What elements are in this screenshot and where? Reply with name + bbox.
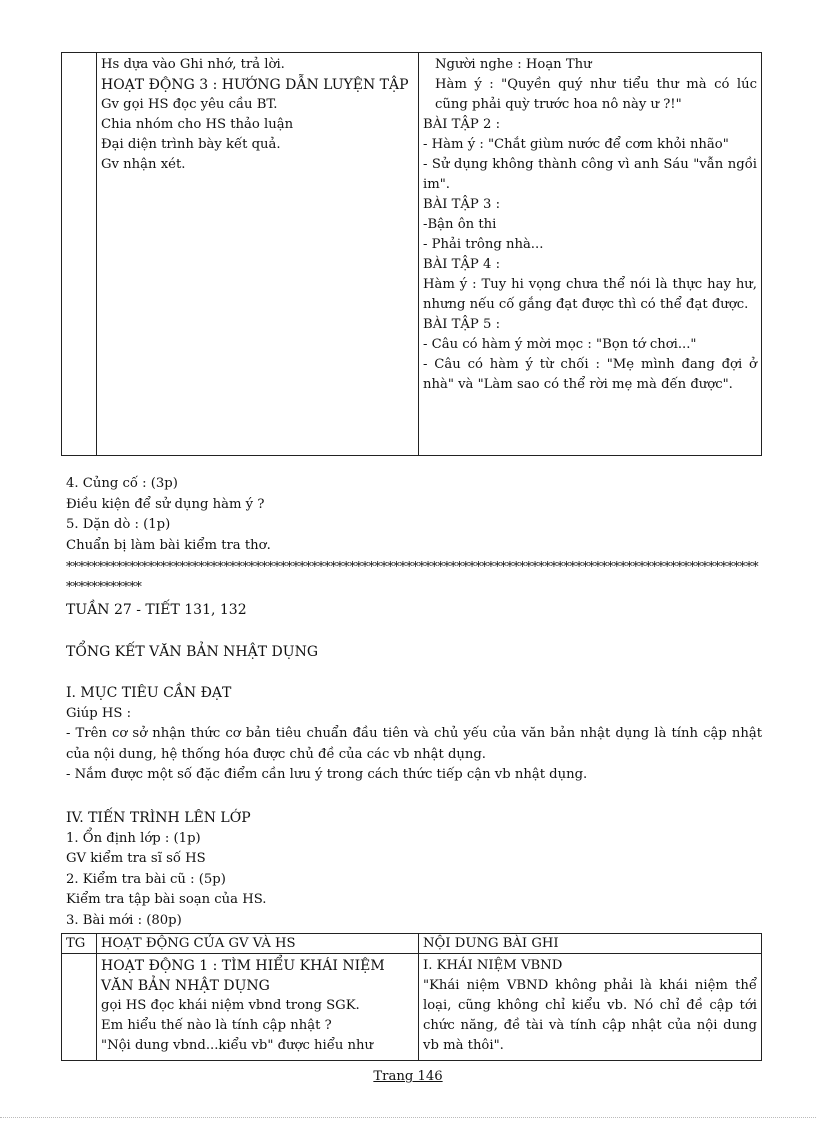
body-text: Kiểm tra tập bài soạn của HS. — [66, 892, 267, 907]
body-text: 1. Ổn định lớp : (1p) — [66, 830, 201, 846]
lesson-title: TỔNG KẾT VĂN BẢN NHẬT DỤNG — [66, 644, 318, 660]
section-heading: I. MỤC TIÊU CẦN ĐẠT — [66, 685, 232, 701]
section-cungco — [66, 474, 762, 556]
activity-line: Hs dựa vào Ghi nhớ, trả lời. — [101, 57, 285, 72]
body-text: GV kiểm tra sĩ số HS — [66, 851, 206, 866]
lesson-table — [61, 933, 762, 1061]
content-line: Người nghe : Hoạn Thư — [435, 57, 592, 72]
content-line: -Bận ôn thi — [423, 217, 497, 232]
table-row — [62, 954, 762, 1061]
activity-heading: HOẠT ĐỘNG 3 : HƯỚNG DẪN LUYỆN TẬP — [101, 77, 409, 93]
body-text: - Trên cơ sở nhận thức cơ bản tiêu chuẩn đầu tiên và chủ yếu của văn bản nhật dụng là tính cập nhật của nội dung, hệ thống hóa được chủ đề của các vb nhật dụng. — [66, 726, 762, 762]
table-row — [62, 53, 762, 456]
exercise-heading: BÀI TẬP 5 : — [423, 317, 501, 332]
column-header: HOẠT ĐỘNG CỦA GV VÀ HS — [97, 934, 419, 954]
content-line: - Câu có hàm ý mời mọc : "Bọn tớ chơi..." — [423, 337, 697, 352]
body-text: 3. Bài mới : (80p) — [66, 912, 182, 928]
time-cell — [62, 53, 97, 456]
content-line: - Sử dụng không thành công vì anh Sáu "vẫn ngồi im". — [423, 157, 757, 192]
page-edge-divider — [0, 1117, 816, 1118]
content-cell — [419, 53, 762, 456]
activity-line: Đại diện trình bày kết quả. — [101, 137, 281, 152]
body-text: Giúp HS : — [66, 705, 132, 721]
exercise-heading: BÀI TẬP 3 : — [423, 197, 501, 212]
week-heading: TUẦN 27 - TIẾT 131, 132 — [66, 602, 247, 618]
content-line: "Khái niệm VBND không phải là khái niệm thể loại, cũng không chỉ kiểu vb. Nó chỉ đề cập tới chức năng, đề tài và tính cập nhật của nội dung vb mà thôi". — [423, 978, 757, 1053]
content-heading: I. KHÁI NIỆM VBND — [423, 958, 563, 973]
section-heading: 5. Dặn dò : (1p) — [66, 517, 171, 532]
activity-line: Em hiểu thế nào là tính cập nhật ? — [101, 1018, 332, 1033]
section-heading: IV. TIẾN TRÌNH LÊN LỚP — [66, 810, 251, 826]
activity-line: "Nội dung vbnd...kiểu vb" được hiểu như — [101, 1038, 374, 1053]
column-header: TG — [62, 934, 97, 954]
activity-line: Chia nhóm cho HS thảo luận — [101, 117, 294, 132]
section-procedure — [66, 808, 762, 931]
content-line: - Hàm ý : "Chắt giùm nước để cơm khỏi nhão" — [423, 137, 729, 152]
table-header-row — [62, 934, 762, 954]
section-heading: 4. Củng cố : (3p) — [66, 476, 178, 491]
body-text: Điều kiện để sử dụng hàm ý ? — [66, 496, 265, 512]
activity-line: Gv nhận xét. — [101, 157, 186, 172]
page-footer — [0, 1069, 816, 1084]
activity-cell — [97, 53, 419, 456]
body-text: - Nắm được một số đặc điểm cần lưu ý trong cách thức tiếp cận vb nhật dụng. — [66, 767, 588, 782]
activity-heading: HOẠT ĐỘNG 1 : TÌM HIỂU KHÁI NIỆM VĂN BẢN NHẬT DỤNG — [101, 958, 385, 994]
lesson-table-continued — [61, 52, 762, 456]
page-number: Trang 146 — [373, 1069, 443, 1084]
content-line: Hàm ý : "Quyền quý như tiểu thư mà có lúc cũng phải quỳ trước hoa nô này ư ?!" — [435, 77, 757, 112]
exercise-heading: BÀI TẬP 2 : — [423, 117, 501, 132]
exercise-heading: BÀI TẬP 4 : — [423, 257, 501, 272]
separator-stars: ************************************************************************************************************************** — [66, 560, 759, 595]
section-objectives — [66, 683, 762, 786]
content-cell — [419, 954, 762, 1061]
activity-line: gọi HS đọc khái niệm vbnd trong SGK. — [101, 998, 360, 1013]
body-text: 2. Kiểm tra bài cũ : (5p) — [66, 871, 226, 887]
body-text: Chuẩn bị làm bài kiểm tra thơ. — [66, 537, 271, 553]
column-header: NỘI DUNG BÀI GHI — [419, 934, 762, 954]
activity-cell — [97, 954, 419, 1061]
time-cell — [62, 954, 97, 1061]
content-line: - Phải trông nhà... — [423, 237, 544, 252]
content-line: Hàm ý : Tuy hi vọng chưa thể nói là thực hay hư, nhưng nếu cố gắng đạt được thì có thể đạt được. — [423, 277, 757, 312]
content-line: - Câu có hàm ý từ chối : "Mẹ mình đang đợi ở nhà" và "Làm sao có thể rời mẹ mà đến được". — [423, 357, 757, 392]
activity-line: Gv gọi HS đọc yêu cầu BT. — [101, 97, 278, 112]
